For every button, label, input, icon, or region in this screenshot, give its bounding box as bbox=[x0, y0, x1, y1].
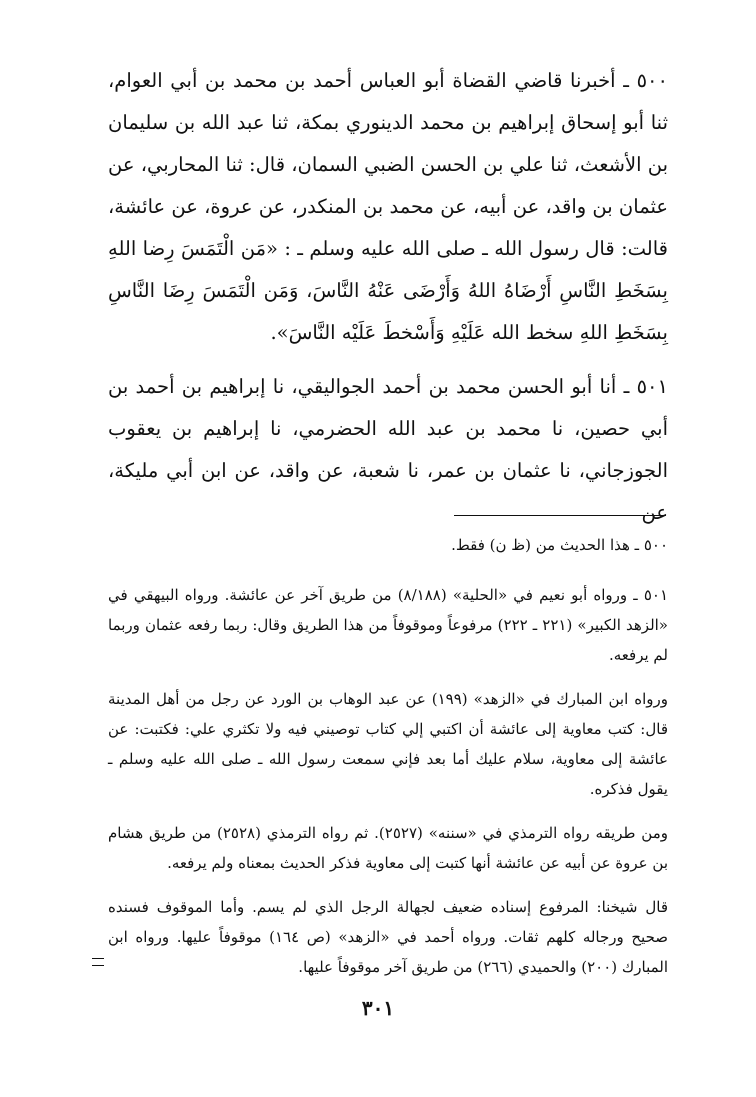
footnote-501-a: ٥٠١ ـ ورواه أبو نعيم في «الحلية» (٨/١٨٨) من طريق آخر عن عائشة. ورواه البيهقي في «الزهد الكبير» (٢٢١ ـ ٢٢٢) مرفوعاً وموقوفاً من هذا الطريق وقال: ربما رفعه عثمان وربما لم يرفعه. bbox=[108, 586, 668, 664]
page-number: ٣٠١ bbox=[361, 996, 395, 1020]
hadith-501-paragraph: ٥٠١ ـ أنا أبو الحسن محمد بن أحمد الجواليقي، نا إبراهيم بن أحمد بن أبي حصين، نا محمد بن عبد الله الحضرمي، نا إبراهيم بن يعقوب الجوزجاني، نا عثمان بن عمر، نا شعبة، عن واقد، عن ابن أبي مليكة، عن bbox=[108, 375, 668, 524]
footnote-501-d: قال شيخنا: المرفوع إسناده ضعيف لجهالة الرجل الذي لم يسم. وأما الموقوف فسنده صحيح ورجاله كلهم ثقات. ورواه أحمد في «الزهد» (ص ١٦٤) موقوفاً عليها. ورواه ابن المبارك (٢٠٠) والحميدي (٢٦٦) من طريق آخر موقوفاً عليها. bbox=[108, 898, 668, 976]
footnote-divider bbox=[454, 515, 666, 516]
footnote-501-c: ومن طريقه رواه الترمذي في «سننه» (٢٥٢٧). ثم رواه الترمذي (٢٥٢٨) من طريق هشام بن عروة عن أبيه عن عائشة أنها كتبت إلى معاوية فذكر الحديث بمعناه ولم يرفعه. bbox=[108, 824, 669, 872]
footnotes bbox=[108, 530, 668, 996]
footnote-500: ٥٠٠ ـ هذا الحديث من (ظ ن) فقط. bbox=[451, 536, 668, 554]
main-text bbox=[108, 60, 668, 534]
paragraph-gap bbox=[108, 354, 668, 366]
footnote-501-b: ورواه ابن المبارك في «الزهد» (١٩٩) عن عبد الوهاب بن الورد عن رجل من أهل المدينة قال: كتب معاوية إلى عائشة أن اكتبي إلي كتاب توصيني فيه ولا تكثري علي: فكتبت: عن عائشة إلى معاوية، سلام عليك أما بعد فإني سمعت رسول الله ـ صلى الله عليه وسلم ـ يقول فذكره. bbox=[108, 690, 668, 798]
continuation-mark bbox=[92, 958, 104, 966]
hadith-500-paragraph: ٥٠٠ ـ أخبرنا قاضي القضاة أبو العباس أحمد بن محمد بن أبي العوام، ثنا أبو إسحاق إبراهيم بن محمد الدينوري بمكة، ثنا عبد الله بن سليمان بن الأشعث، ثنا علي بن الحسن الضبي السمان، قال: ثنا المحاربي، عن عثمان بن واقد، عن أبيه، عن محمد بن المنكدر، عن عروة، عن عائشة، قالت: قال رسول الله ـ صلى الله عليه وسلم ـ : «مَن الْتَمَسَ رِضا اللهِ بِسَخَطِ النَّاسِ أَرْضَاهُ اللهُ وَأَرْضَى عَنْهُ النَّاسَ، وَمَن الْتَمَسَ رِضَا النَّاسِ بِسَخَطِ اللهِ سخط الله عَلَيْهِ وَأَسْخطَ عَلَيْه النَّاسَ». bbox=[108, 69, 668, 344]
